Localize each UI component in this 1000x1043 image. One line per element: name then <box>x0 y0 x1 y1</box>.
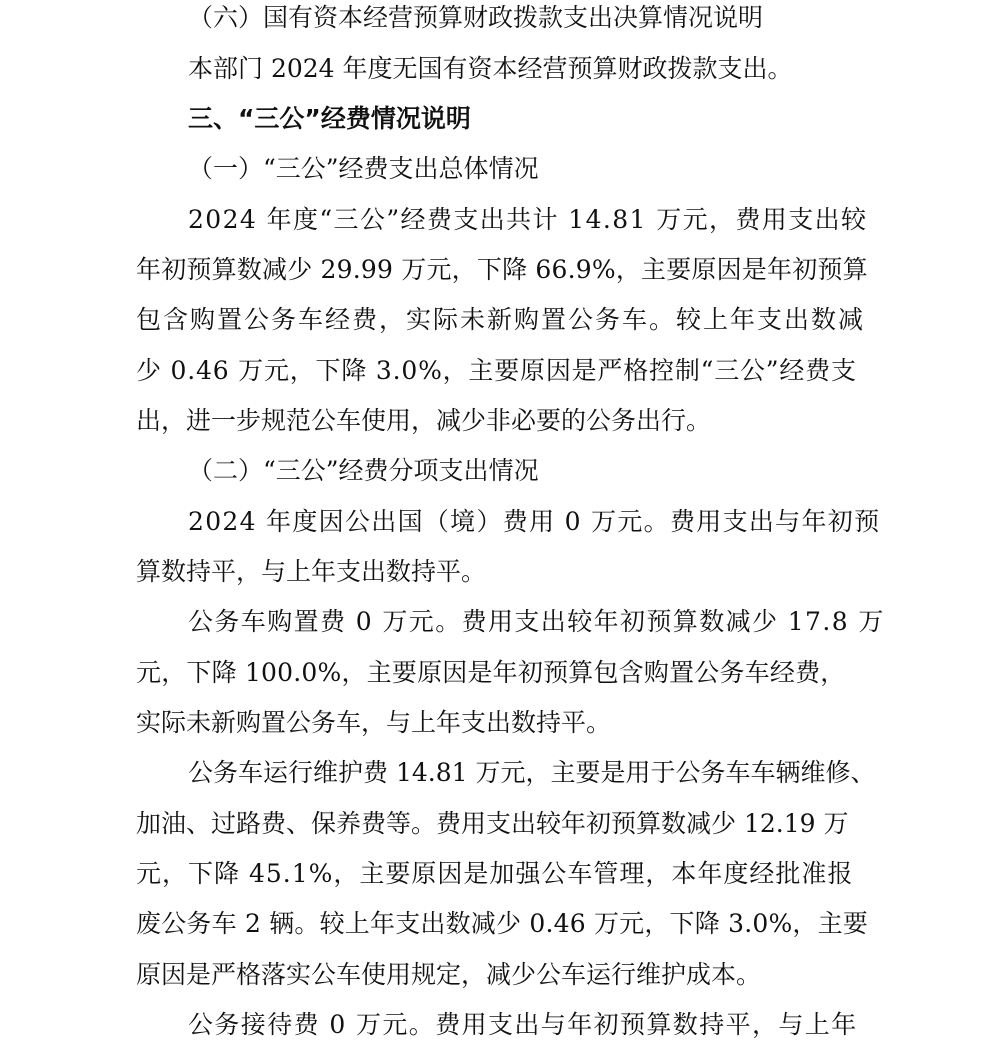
paragraph-line: 元，下降 100.0%，主要原因是年初预算包含购置公务车经费， <box>136 658 846 687</box>
paragraph-line: 加油、过路费、保养费等。费用支出较年初预算数减少 12.19 万 <box>136 809 849 838</box>
paragraph-line: 废公务车 2 辆。较上年支出数减少 0.46 万元，下降 3.0%，主要 <box>136 909 869 938</box>
paragraph-line: 出，进一步规范公车使用，减少非必要的公务出行。 <box>136 406 712 435</box>
paragraph-line: 公务接待费 0 万元。费用支出与年初预算数持平，与上年 <box>188 1010 858 1039</box>
subsection-heading-1: （一）“三公”经费支出总体情况 <box>188 154 539 183</box>
paragraph-line: 原因是严格落实公车使用规定，减少公车运行维护成本。 <box>136 960 762 989</box>
subsection-heading-2: （二）“三公”经费分项支出情况 <box>188 456 539 485</box>
chapter-heading-3: 三、“三公”经费情况说明 <box>188 104 471 133</box>
paragraph-line: 元，下降 45.1%，主要原因是加强公车管理，本年度经批准报 <box>136 859 854 888</box>
paragraph-line: 公务车购置费 0 万元。费用支出较年初预算数减少 17.8 万 <box>188 607 885 636</box>
paragraph-line: 2024 年度因公出国（境）费用 0 万元。费用支出与年初预 <box>188 507 881 536</box>
paragraph-line: 包含购置公务车经费，实际未新购置公务车。较上年支出数减 <box>136 305 866 334</box>
paragraph-line: 本部门 2024 年度无国有资本经营预算财政拨款支出。 <box>188 54 793 83</box>
paragraph-line: 实际未新购置公务车，与上年支出数持平。 <box>136 708 612 737</box>
section-heading-6: （六）国有资本经营预算财政拨款支出决算情况说明 <box>188 3 764 32</box>
paragraph-line: 少 0.46 万元，下降 3.0%，主要原因是严格控制“三公”经费支 <box>136 356 857 385</box>
paragraph-line: 算数持平，与上年支出数持平。 <box>136 557 487 586</box>
paragraph-line: 年初预算数减少 29.99 万元，下降 66.9%，主要原因是年初预算 <box>136 255 868 284</box>
paragraph-line: 2024 年度“三公”经费支出共计 14.81 万元，费用支出较 <box>188 205 868 234</box>
paragraph-line: 公务车运行维护费 14.81 万元，主要是用于公务车车辆维修、 <box>188 758 876 787</box>
